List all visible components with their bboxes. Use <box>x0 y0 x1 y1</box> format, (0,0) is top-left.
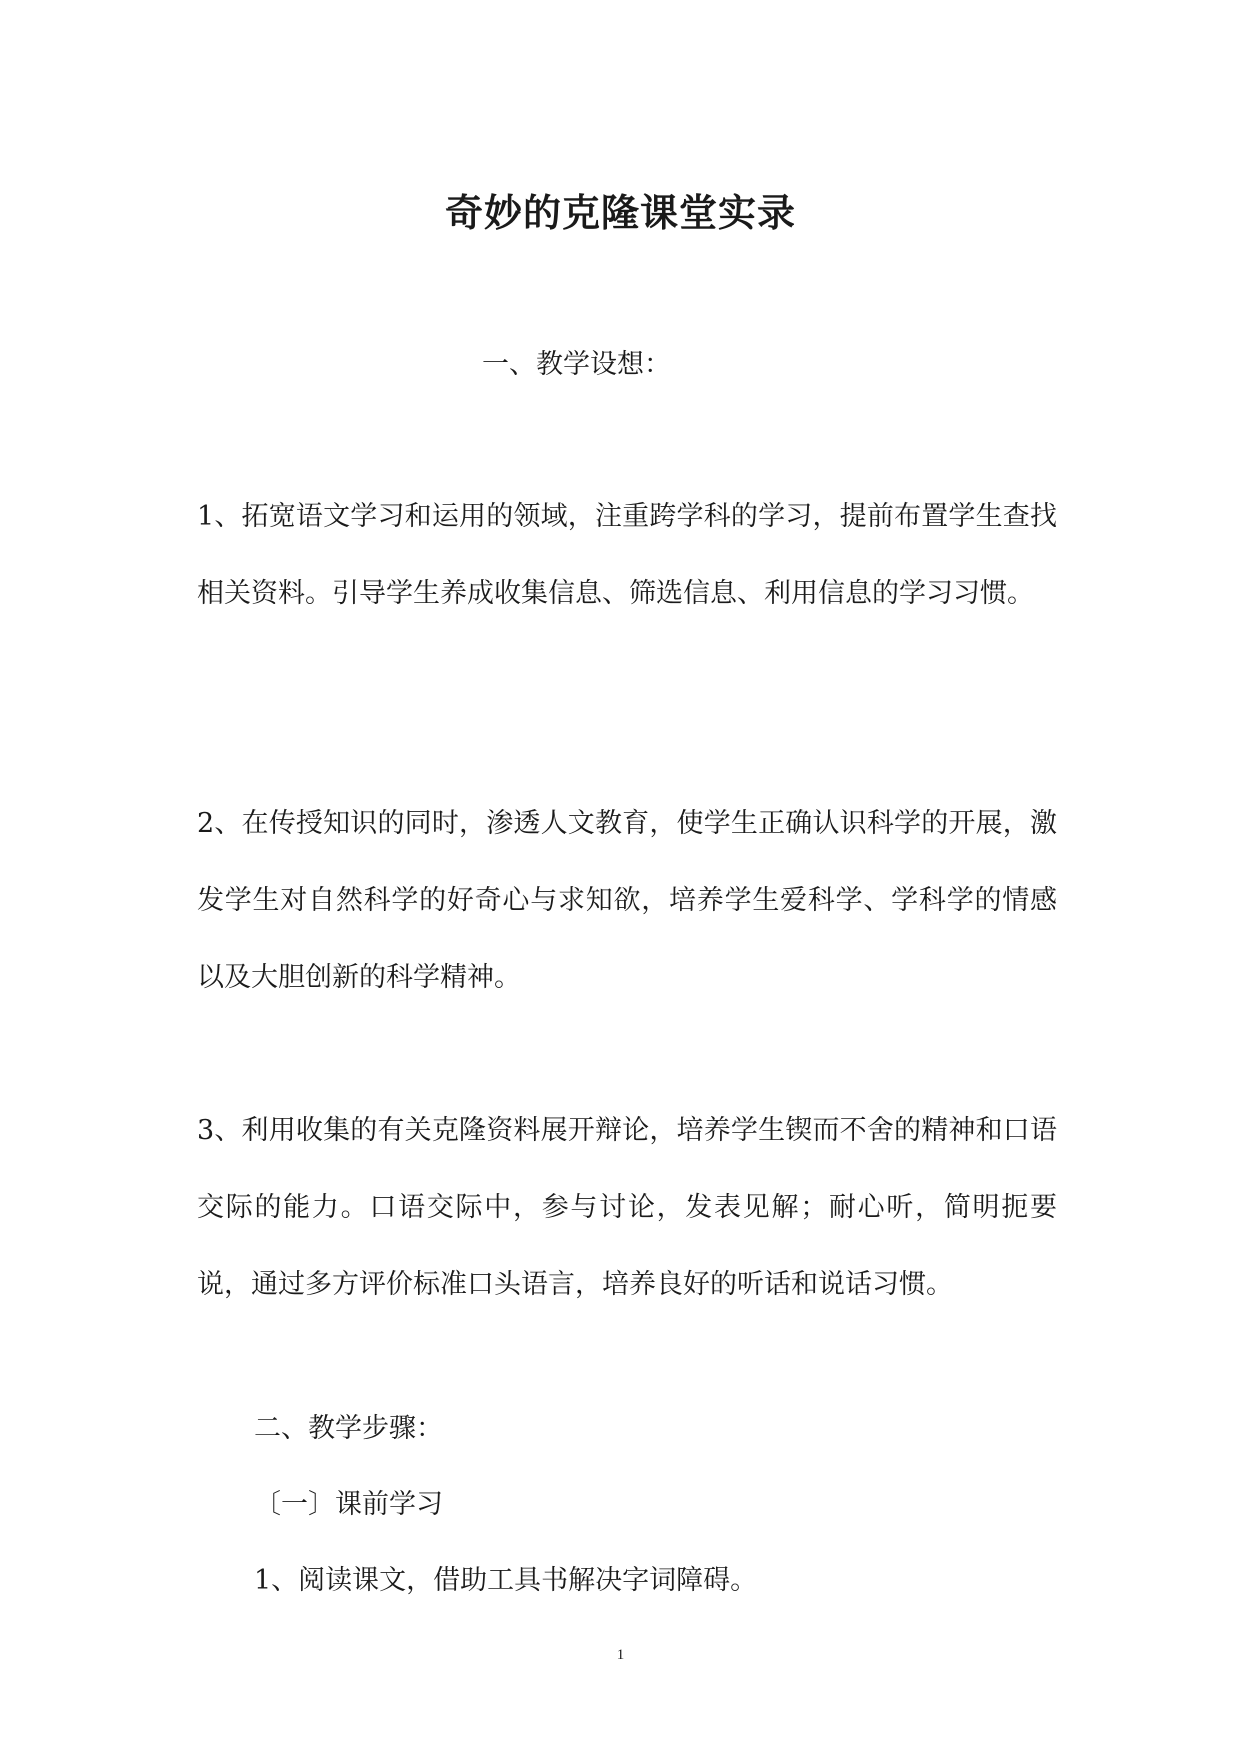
step-item-1: 1、阅读课文，借助工具书解决字词障碍。 <box>254 1565 758 1596</box>
paragraph-3: 3、利用收集的有关克隆资料展开辩论，培养学生锲而不舍的精神和口语交际的能力。口语交际中，参与讨论，发表见解；耐心听，简明扼要说，通过多方评价标准口头语言，培养良好的听话和说话习惯。 <box>197 1115 1057 1300</box>
paragraph-2: 2、在传授知识的同时，渗透人文教育，使学生正确认识科学的开展，激发学生对自然科学的好奇心与求知欲，培养学生爱科学、学科学的情感以及大胆创新的科学精神。 <box>197 808 1057 993</box>
section-heading-teaching-steps: 二、教学步骤： <box>254 1413 443 1444</box>
section-heading-teaching-concept: 一、教学设想： <box>482 349 671 380</box>
paragraph-1: 1、拓宽语文学习和运用的领域，注重跨学科的学习，提前布置学生查找相关资料。引导学生养成收集信息、筛选信息、利用信息的学习习惯。 <box>197 501 1057 609</box>
page-number: 1 <box>616 1647 625 1663</box>
document-title: 奇妙的克隆课堂实录 <box>444 190 796 236</box>
subsection-heading-pre-class: 〔一〕课前学习 <box>254 1489 443 1520</box>
